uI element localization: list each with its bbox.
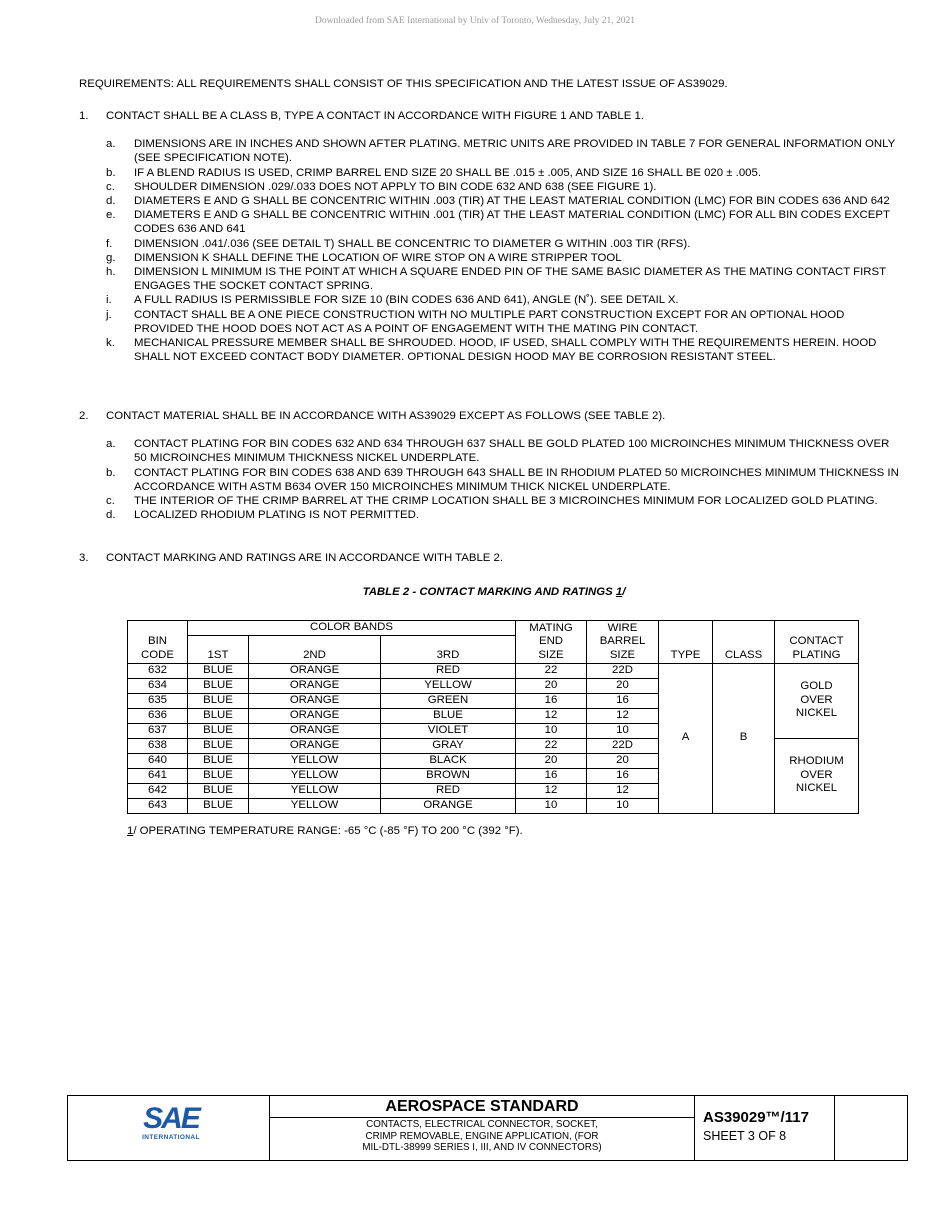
band-2nd-cell: YELLOW bbox=[249, 768, 381, 783]
sae-logo-mark: SAE bbox=[143, 1102, 199, 1135]
header-text: BIN bbox=[148, 635, 167, 648]
list-item bbox=[106, 308, 899, 336]
wire-barrel-size-cell: 16 bbox=[587, 768, 659, 783]
band-2nd-cell: YELLOW bbox=[249, 753, 381, 768]
mating-end-size-cell: 16 bbox=[516, 768, 587, 783]
list-item-letter: b. bbox=[106, 466, 116, 479]
section-2-text: CONTACT MATERIAL SHALL BE IN ACCORDANCE WITH AS39029 EXCEPT AS FOLLOWS (SEE TABLE 2). bbox=[106, 410, 666, 422]
list-item-letter: a. bbox=[106, 438, 116, 451]
plating-text: OVER bbox=[800, 693, 833, 706]
section-2-items bbox=[106, 437, 899, 522]
wire-barrel-size-cell: 20 bbox=[587, 753, 659, 768]
bin-code-cell: 636 bbox=[128, 708, 188, 723]
band-1st-cell: BLUE bbox=[188, 693, 249, 708]
table-row bbox=[128, 663, 859, 678]
list-item bbox=[106, 466, 899, 494]
band-3rd-cell: BLUE bbox=[381, 708, 516, 723]
mating-end-size-cell: 16 bbox=[516, 693, 587, 708]
mating-end-size-cell: 20 bbox=[516, 678, 587, 693]
mating-end-size-cell: 10 bbox=[516, 798, 587, 813]
list-item-letter: g. bbox=[106, 251, 116, 264]
wire-barrel-size-cell: 22D bbox=[587, 663, 659, 678]
list-item-letter: i. bbox=[106, 294, 112, 307]
band-1st-cell: BLUE bbox=[188, 783, 249, 798]
list-item-letter: d. bbox=[106, 195, 116, 208]
band-2nd-cell: ORANGE bbox=[249, 678, 381, 693]
list-item-letter: j. bbox=[106, 308, 112, 321]
list-item-text: DIAMETERS E AND G SHALL BE CONCENTRIC WITHIN .001 (TIR) AT THE LEAST MATERIAL CONDITION (LMC) FOR ALL BIN CODES EXCEPT CODES 636 AND 641 bbox=[134, 209, 890, 236]
band-2nd-cell: YELLOW bbox=[249, 798, 381, 813]
list-item bbox=[106, 494, 899, 508]
header-text: CONTACT bbox=[789, 635, 844, 648]
list-item bbox=[106, 336, 899, 364]
list-item-text: IF A BLEND RADIUS IS USED, CRIMP BARREL END SIZE 20 SHALL BE .015 ± .005, AND SIZE 16 SHALL BE 020 ± .005. bbox=[134, 166, 762, 179]
header-text: CODE bbox=[141, 649, 174, 661]
description-line: CONTACTS, ELECTRICAL CONNECTOR, SOCKET, bbox=[366, 1119, 598, 1130]
band-3rd-cell: YELLOW bbox=[381, 678, 516, 693]
header-wire-barrel-size bbox=[587, 621, 659, 664]
sheet-number: SHEET 3 OF 8 bbox=[703, 1129, 787, 1143]
list-item-text: DIMENSION L MINIMUM IS THE POINT AT WHICH A SQUARE ENDED PIN OF THE SAME BASIC DIAMETER AS THE MATING CONTACT FIRST ENGAGES THE SOCKET CONTACT SPRING. bbox=[134, 266, 886, 293]
band-3rd-cell: GREEN bbox=[381, 693, 516, 708]
wire-barrel-size-cell: 10 bbox=[587, 798, 659, 813]
band-2nd-cell: ORANGE bbox=[249, 723, 381, 738]
list-item bbox=[106, 293, 899, 307]
footnote-ref: 1 bbox=[127, 825, 134, 837]
wire-barrel-size-cell: 12 bbox=[587, 708, 659, 723]
list-item bbox=[106, 180, 899, 194]
header-color-bands: COLOR BANDS bbox=[188, 621, 516, 636]
list-item-letter: f. bbox=[106, 237, 113, 250]
mating-end-size-cell: 10 bbox=[516, 723, 587, 738]
band-1st-cell: BLUE bbox=[188, 723, 249, 738]
document-number-cell bbox=[695, 1096, 835, 1160]
band-1st-cell: BLUE bbox=[188, 753, 249, 768]
band-2nd-cell: ORANGE bbox=[249, 663, 381, 678]
table-footnote bbox=[127, 825, 523, 837]
plating-text: NICKEL bbox=[795, 782, 838, 795]
list-item-text: CONTACT PLATING FOR BIN CODES 638 AND 639 THROUGH 643 SHALL BE IN RHODIUM PLATED 50 MICROINCHES MINIMUM THICKNESS IN ACCORDANCE WITH ASTM B634 OVER 150 MICROINCHES MINIMUM THICK NICKEL UNDERPLATE. bbox=[134, 466, 899, 493]
header-1st: 1ST bbox=[188, 635, 249, 663]
table-caption-text: TABLE 2 - CONTACT MARKING AND RATINGS bbox=[362, 586, 616, 598]
section-1-number: 1. bbox=[79, 110, 89, 122]
plating-gold-cell bbox=[775, 663, 859, 738]
list-item-text: DIMENSION K SHALL DEFINE THE LOCATION OF WIRE STOP ON A WIRE STRIPPER TOOL bbox=[134, 251, 622, 264]
sae-logo bbox=[136, 1104, 206, 1141]
table-caption-footnote-ref: 1 bbox=[615, 586, 623, 598]
header-3rd: 3RD bbox=[381, 635, 516, 663]
mating-end-size-cell: 12 bbox=[516, 708, 587, 723]
list-item-text: A FULL RADIUS IS PERMISSIBLE FOR SIZE 10 (BIN CODES 636 AND 641), ANGLE (N˚). SEE DETAIL X. bbox=[134, 294, 679, 307]
header-type: TYPE bbox=[659, 621, 713, 664]
band-2nd-cell: ORANGE bbox=[249, 708, 381, 723]
header-text: BARREL bbox=[599, 635, 646, 648]
band-1st-cell: BLUE bbox=[188, 663, 249, 678]
bin-code-cell: 642 bbox=[128, 783, 188, 798]
list-item bbox=[106, 265, 899, 293]
band-2nd-cell: ORANGE bbox=[249, 738, 381, 753]
bin-code-cell: 643 bbox=[128, 798, 188, 813]
title-cell bbox=[270, 1096, 695, 1160]
mating-end-size-cell: 20 bbox=[516, 753, 587, 768]
band-1st-cell: BLUE bbox=[188, 708, 249, 723]
standard-title: AEROSPACE STANDARD bbox=[270, 1096, 694, 1118]
list-item-text: MECHANICAL PRESSURE MEMBER SHALL BE SHROUDED. HOOD, IF USED, SHALL COMPLY WITH THE REQUIREMENTS HEREIN. HOOD SHALL NOT EXCEED CONTACT BODY DIAMETER. OPTIONAL DESIGN HOOD MAY BE CORROSION RESISTANT STEEL. bbox=[134, 337, 877, 364]
list-item bbox=[106, 437, 899, 465]
section-3 bbox=[79, 551, 899, 565]
header-class: CLASS bbox=[713, 621, 775, 664]
bin-code-cell: 641 bbox=[128, 768, 188, 783]
plating-text: NICKEL bbox=[795, 707, 838, 720]
band-2nd-cell: YELLOW bbox=[249, 783, 381, 798]
list-item-letter: c. bbox=[106, 495, 115, 508]
band-1st-cell: BLUE bbox=[188, 738, 249, 753]
wire-barrel-size-cell: 12 bbox=[587, 783, 659, 798]
band-2nd-cell: ORANGE bbox=[249, 693, 381, 708]
sae-logo-subtitle: INTERNATIONAL bbox=[142, 1134, 200, 1141]
bin-code-cell: 640 bbox=[128, 753, 188, 768]
section-1-items bbox=[106, 137, 899, 364]
list-item-letter: b. bbox=[106, 166, 116, 179]
wire-barrel-size-cell: 20 bbox=[587, 678, 659, 693]
document-number: AS39029™/117 bbox=[703, 1109, 809, 1126]
list-item bbox=[106, 237, 899, 251]
list-item bbox=[106, 137, 899, 165]
band-3rd-cell: RED bbox=[381, 783, 516, 798]
header-bin-code bbox=[128, 621, 188, 664]
bin-code-cell: 638 bbox=[128, 738, 188, 753]
plating-rhodium-cell bbox=[775, 738, 859, 813]
list-item-text: THE INTERIOR OF THE CRIMP BARREL AT THE CRIMP LOCATION SHALL BE 3 MICROINCHES MINIMUM FOR LOCALIZED GOLD PLATING. bbox=[134, 495, 878, 508]
blank-cell bbox=[835, 1096, 907, 1160]
list-item bbox=[106, 166, 899, 180]
header-text: MATING bbox=[529, 621, 573, 634]
contact-marking-table bbox=[127, 620, 859, 814]
band-3rd-cell: RED bbox=[381, 663, 516, 678]
description-line: MIL-DTL-38999 SERIES I, III, AND IV CONNECTORS) bbox=[362, 1142, 602, 1154]
list-item-text: DIMENSION .041/.036 (SEE DETAIL T) SHALL BE CONCENTRIC TO DIAMETER G WITHIN .003 TIR (RFS). bbox=[134, 237, 691, 250]
list-item-text: SHOULDER DIMENSION .029/.033 DOES NOT APPLY TO BIN CODE 632 AND 638 (SEE FIGURE 1). bbox=[134, 180, 657, 193]
list-item-text: CONTACT SHALL BE A ONE PIECE CONSTRUCTION WITH NO MULTIPLE PART CONSTRUCTION EXCEPT FOR AN OPTIONAL HOOD PROVIDED THE HOOD DOES NOT ACT AS A POINT OF ENGAGEMENT WITH THE MATING PIN CONTACT. bbox=[134, 308, 845, 335]
section-3-text: CONTACT MARKING AND RATINGS ARE IN ACCORDANCE WITH TABLE 2. bbox=[106, 552, 504, 564]
download-watermark: Downloaded from SAE International by Univ of Toronto, Wednesday, July 21, 2021 bbox=[314, 16, 636, 26]
section-2-number: 2. bbox=[79, 410, 89, 422]
list-item-text: DIAMETERS E AND G SHALL BE CONCENTRIC WITHIN .003 (TIR) AT THE LEAST MATERIAL CONDITION (LMC) FOR BIN CODES 636 AND 642 bbox=[134, 195, 890, 208]
band-3rd-cell: GRAY bbox=[381, 738, 516, 753]
list-item-text: CONTACT PLATING FOR BIN CODES 632 AND 634 THROUGH 637 SHALL BE GOLD PLATED 100 MICROINCHES MINIMUM THICKNESS OVER 50 MICROINCHES MINIMUM THICKNESS NICKEL UNDERPLATE. bbox=[134, 438, 890, 465]
header-text: SIZE bbox=[609, 649, 636, 661]
list-item-letter: h. bbox=[106, 266, 116, 279]
section-1-text: CONTACT SHALL BE A CLASS B, TYPE A CONTACT IN ACCORDANCE WITH FIGURE 1 AND TABLE 1. bbox=[106, 110, 645, 122]
mating-end-size-cell: 12 bbox=[516, 783, 587, 798]
header-text: END bbox=[538, 635, 564, 648]
section-1 bbox=[79, 109, 899, 364]
requirements-statement: REQUIREMENTS: ALL REQUIREMENTS SHALL CONSIST OF THIS SPECIFICATION AND THE LATEST ISSUE OF AS39029. bbox=[79, 78, 728, 90]
title-block bbox=[67, 1095, 908, 1161]
header-mating-end-size bbox=[516, 621, 587, 664]
footnote-text: / OPERATING TEMPERATURE RANGE: -65 °C (-85 °F) TO 200 °C (392 °F). bbox=[133, 825, 523, 837]
section-2 bbox=[79, 409, 899, 522]
bin-code-cell: 634 bbox=[128, 678, 188, 693]
standard-description bbox=[270, 1119, 694, 1154]
header-2nd: 2ND bbox=[249, 635, 381, 663]
band-3rd-cell: ORANGE bbox=[381, 798, 516, 813]
plating-text: RHODIUM bbox=[789, 755, 844, 768]
list-item-letter: k. bbox=[106, 337, 115, 350]
list-item bbox=[106, 508, 899, 522]
band-3rd-cell: BLACK bbox=[381, 753, 516, 768]
logo-cell bbox=[68, 1096, 270, 1160]
class-cell: B bbox=[713, 663, 775, 813]
list-item bbox=[106, 194, 899, 208]
wire-barrel-size-cell: 22D bbox=[587, 738, 659, 753]
band-1st-cell: BLUE bbox=[188, 678, 249, 693]
header-text: SIZE bbox=[538, 649, 564, 661]
bin-code-cell: 637 bbox=[128, 723, 188, 738]
list-item-text: DIMENSIONS ARE IN INCHES AND SHOWN AFTER PLATING. METRIC UNITS ARE PROVIDED IN TABLE 7 FOR GENERAL INFORMATION ONLY (SEE SPECIFICATION NOTE). bbox=[134, 138, 895, 165]
band-3rd-cell: BROWN bbox=[381, 768, 516, 783]
section-3-number: 3. bbox=[79, 552, 89, 564]
bin-code-cell: 635 bbox=[128, 693, 188, 708]
band-1st-cell: BLUE bbox=[188, 798, 249, 813]
description-line: CRIMP REMOVABLE, ENGINE APPLICATION, (FOR bbox=[365, 1130, 599, 1142]
wire-barrel-size-cell: 10 bbox=[587, 723, 659, 738]
type-cell: A bbox=[659, 663, 713, 813]
table-caption bbox=[0, 586, 950, 598]
header-text: WIRE bbox=[607, 621, 638, 634]
list-item-letter: d. bbox=[106, 509, 116, 522]
band-1st-cell: BLUE bbox=[188, 768, 249, 783]
header-text: PLATING bbox=[792, 649, 841, 661]
plating-text: OVER bbox=[800, 768, 833, 781]
list-item bbox=[106, 208, 899, 236]
plating-text: GOLD bbox=[800, 680, 833, 693]
list-item-letter: a. bbox=[106, 138, 116, 151]
list-item bbox=[106, 251, 899, 265]
band-3rd-cell: VIOLET bbox=[381, 723, 516, 738]
header-contact-plating bbox=[775, 621, 859, 664]
list-item-letter: e. bbox=[106, 209, 116, 222]
mating-end-size-cell: 22 bbox=[516, 738, 587, 753]
bin-code-cell: 632 bbox=[128, 663, 188, 678]
table-caption-slash: / bbox=[622, 586, 626, 598]
list-item-text: LOCALIZED RHODIUM PLATING IS NOT PERMITTED. bbox=[134, 509, 420, 522]
list-item-letter: c. bbox=[106, 180, 115, 193]
mating-end-size-cell: 22 bbox=[516, 663, 587, 678]
wire-barrel-size-cell: 16 bbox=[587, 693, 659, 708]
